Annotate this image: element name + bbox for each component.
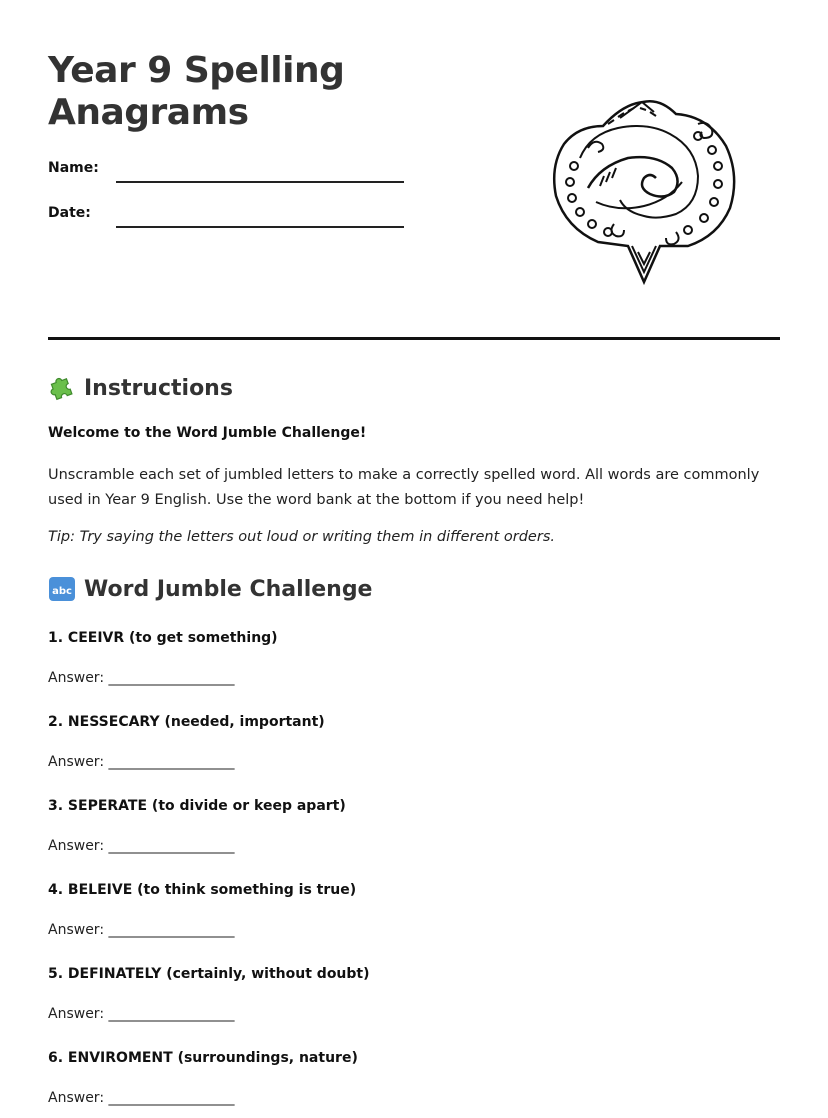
question-label: 2. NESSECARY (needed, important): [48, 714, 325, 730]
question-label: 4. BELEIVE (to think something is true): [48, 882, 357, 898]
answer-line[interactable]: Answer: __________________: [48, 670, 235, 686]
date-label: Date:: [48, 205, 91, 221]
name-field-line[interactable]: [116, 181, 404, 183]
instructions-body: Unscramble each set of jumbled letters to make a correctly spelled word. All words are commonly used in Year 9 English. Use the word bank at the bottom if you need help!: [48, 467, 760, 508]
koru-logo: [548, 96, 738, 286]
instructions-heading: [48, 374, 233, 402]
section-divider: [48, 337, 780, 340]
challenge-heading: [48, 575, 372, 603]
answer-line[interactable]: Answer: __________________: [48, 754, 235, 770]
answer-line[interactable]: Answer: __________________: [48, 1006, 235, 1022]
question-label: 3. SEPERATE (to divide or keep apart): [48, 798, 346, 814]
question-label: 6. ENVIROMENT (surroundings, nature): [48, 1050, 358, 1066]
challenge-heading-text: Word Jumble Challenge: [84, 576, 373, 602]
puzzle-piece-icon: [48, 374, 76, 402]
date-field-line[interactable]: [116, 226, 404, 228]
abc-input-icon: [48, 575, 76, 603]
svg-text:abc: abc: [52, 586, 72, 597]
question-label: 5. DEFINATELY (certainly, without doubt): [48, 966, 370, 982]
welcome-text: Welcome to the Word Jumble Challenge!: [48, 425, 367, 441]
answer-line[interactable]: Answer: __________________: [48, 838, 235, 854]
instructions-heading-text: Instructions: [84, 375, 233, 401]
question-label: 1. CEEIVR (to get something): [48, 630, 278, 646]
page-title: Year 9 Spelling Anagrams: [48, 50, 345, 133]
answer-line[interactable]: Answer: __________________: [48, 1090, 235, 1106]
answer-line[interactable]: Answer: __________________: [48, 922, 235, 938]
tip-text: Tip: Try saying the letters out loud or writing them in different orders.: [48, 529, 555, 545]
name-label: Name:: [48, 160, 99, 176]
